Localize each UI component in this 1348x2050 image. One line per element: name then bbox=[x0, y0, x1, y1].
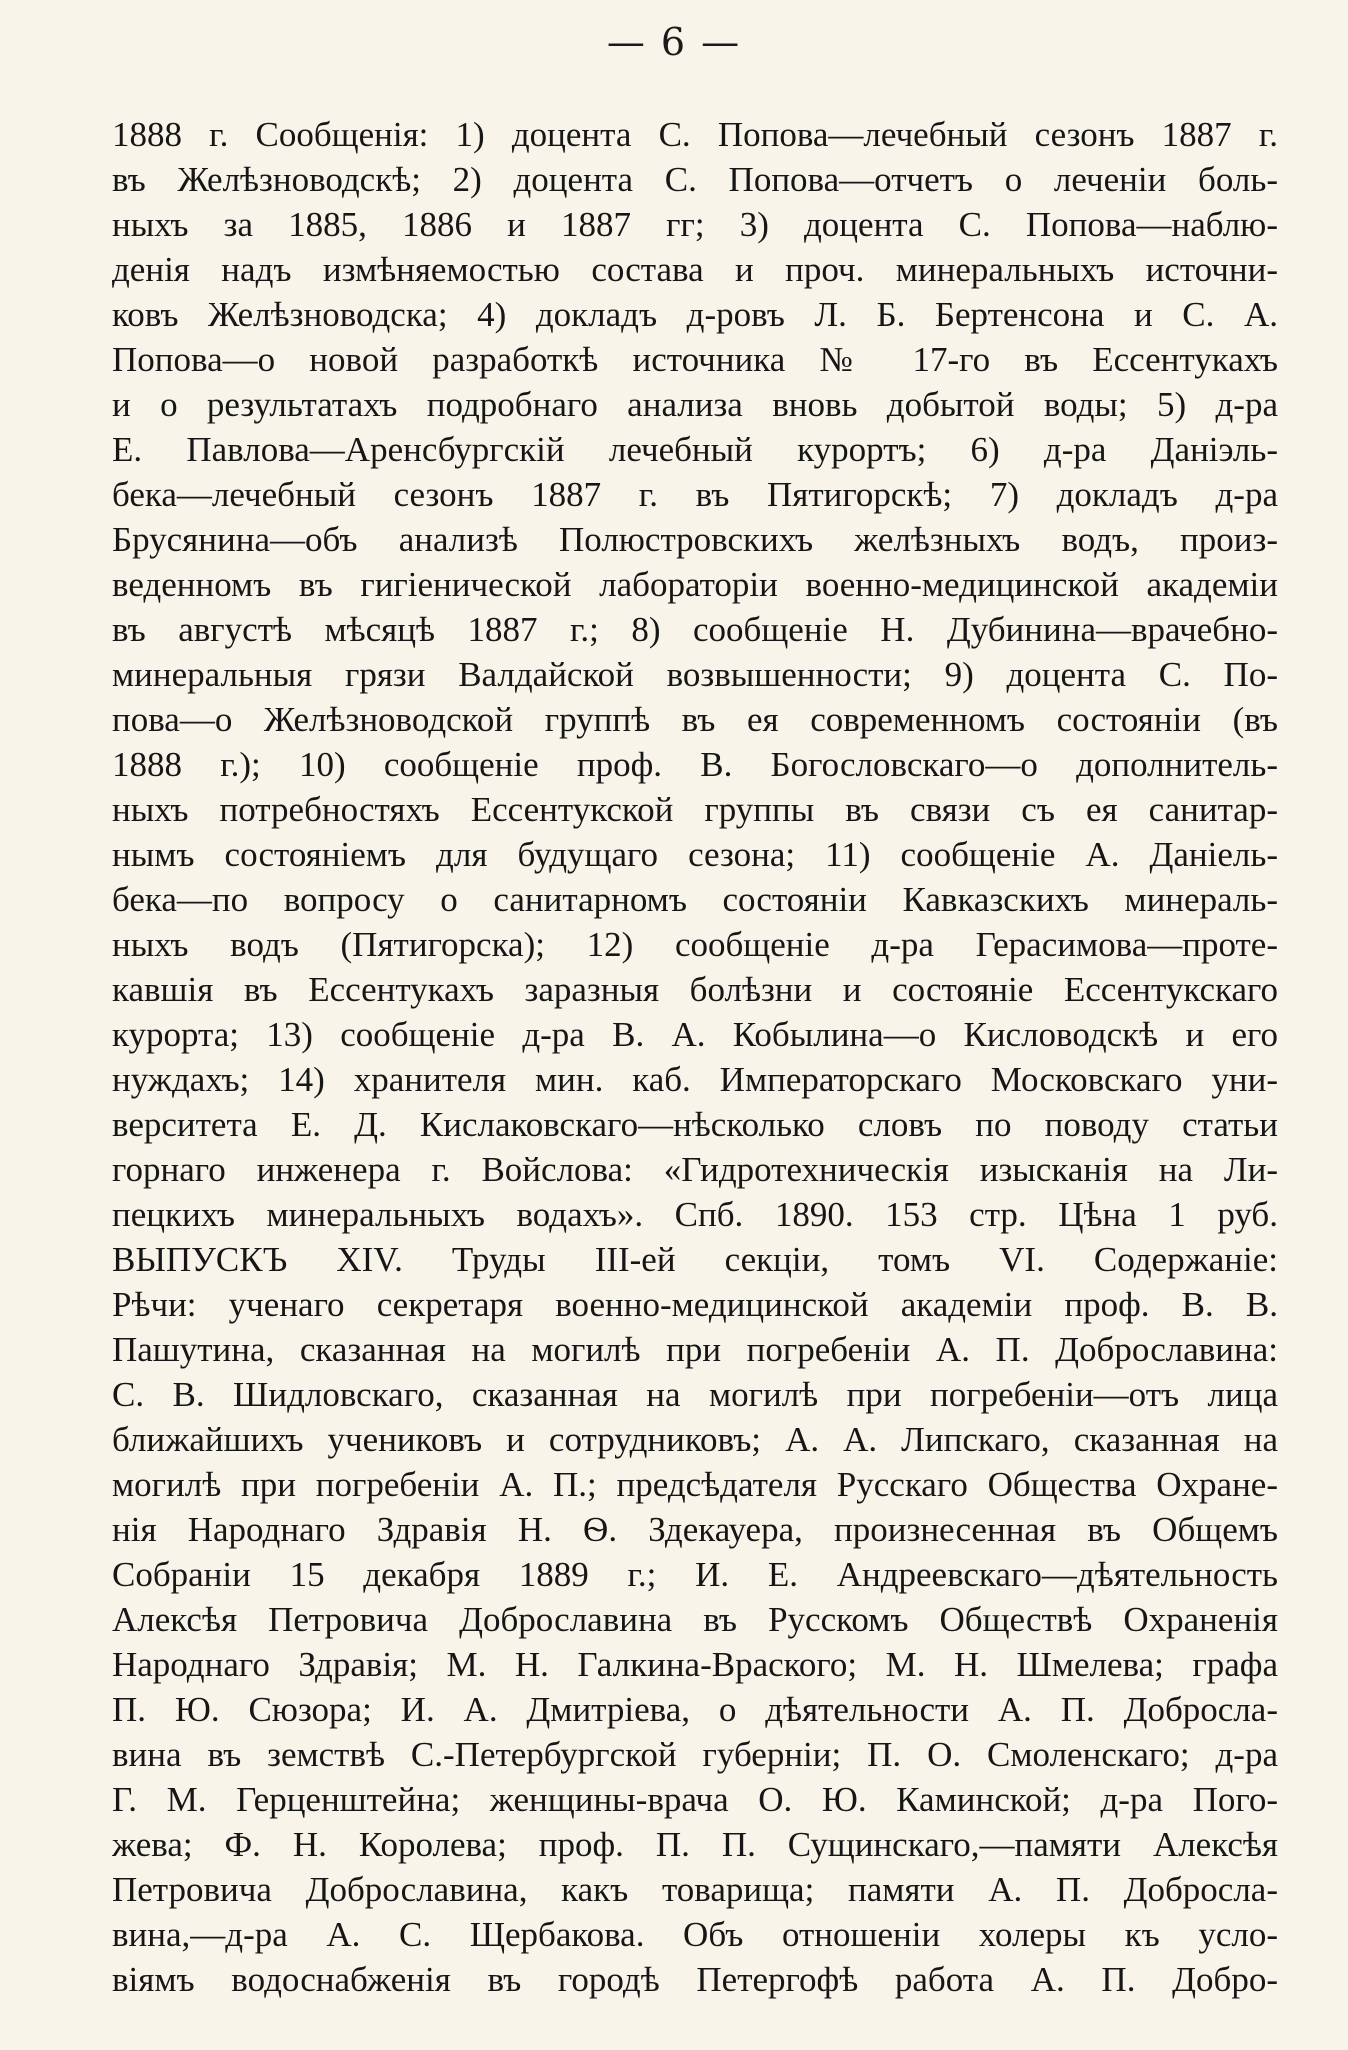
text-line: въ августѣ мѣсяцѣ 1887 г.; 8) сообщеніе Н. Дубинина—врачебно- bbox=[112, 610, 1278, 649]
text-line: С. В. Шидловскаго, сказанная на могилѣ при погребеніи—отъ лица bbox=[112, 1375, 1278, 1414]
text-line: ныхъ водъ (Пятигорска); 12) сообщеніе д-ра Герасимова—проте- bbox=[112, 925, 1278, 964]
text-line: ныхъ потребностяхъ Ессентукской группы въ связи съ ея санитар- bbox=[112, 790, 1278, 829]
text-line: Г. М. Герценштейна; женщины-врача О. Ю. Каминской; д-ра Пого- bbox=[112, 1780, 1278, 1819]
text-line: горнаго инженера г. Войслова: «Гидротехническія изысканія на Ли- bbox=[112, 1150, 1278, 1189]
text-line: жева; Ф. Н. Королева; проф. П. П. Сущинскаго,—памяти Алексѣя bbox=[112, 1825, 1278, 1864]
text-line: 1888 г.); 10) сообщеніе проф. В. Богословскаго—о дополнитель- bbox=[112, 745, 1278, 784]
text-line: кавшія въ Ессентукахъ заразныя болѣзни и состояніе Ессентукскаго bbox=[112, 970, 1278, 1009]
text-line: ВЫПУСКЪ XIV. Труды III-ей секціи, томъ VI. Содержаніе: bbox=[112, 1240, 1278, 1279]
text-line: Алексѣя Петровича Доброславина въ Русскомъ Обществѣ Охраненія bbox=[112, 1600, 1278, 1639]
text-line: Е. Павлова—Аренсбургскій лечебный курортъ; 6) д-ра Даніэль- bbox=[112, 430, 1278, 469]
text-line: веденномъ въ гигіенической лабораторіи военно-медицинской академіи bbox=[112, 565, 1278, 604]
text-line: курорта; 13) сообщеніе д-ра В. А. Кобылина—о Кисловодскѣ и его bbox=[112, 1015, 1278, 1054]
text-line: денія надъ измѣняемостью состава и проч. минеральныхъ источни- bbox=[112, 250, 1278, 289]
text-line: Народнаго Здравія; М. Н. Галкина-Враского; М. Н. Шмелева; графа bbox=[112, 1645, 1278, 1684]
text-line: вина въ земствѣ С.-Петербургской губерніи; П. О. Смоленскаго; д-ра bbox=[112, 1735, 1278, 1774]
text-line: віямъ водоснабженія въ городѣ Петергофѣ работа А. П. Добро- bbox=[112, 1960, 1278, 1999]
text-line: нымъ состояніемъ для будущаго сезона; 11) сообщеніе А. Даніель- bbox=[112, 835, 1278, 874]
text-line: П. Ю. Сюзора; И. А. Дмитріева, о дѣятельности А. П. Доброcла- bbox=[112, 1690, 1278, 1729]
text-line: ныхъ за 1885, 1886 и 1887 гг; 3) доцента С. Попова—наблю- bbox=[112, 205, 1278, 244]
text-line: и о результатахъ подробнаго анализа вновь добытой воды; 5) д-ра bbox=[112, 385, 1278, 424]
text-line: Попова—о новой разработкѣ источника № 17-го въ Ессентукахъ bbox=[112, 340, 1278, 379]
text-line: 1888 г. Сообщенія: 1) доцента С. Попова—лечебный сезонъ 1887 г. bbox=[112, 115, 1278, 154]
text-line: Пашутина, сказанная на могилѣ при погребеніи А. П. Доброславина: bbox=[112, 1330, 1278, 1369]
text-line: могилѣ при погребеніи А. П.; предсѣдателя Русскаго Общества Охране- bbox=[112, 1465, 1278, 1504]
page-number: — 6 — bbox=[606, 20, 742, 64]
text-line: верситета Е. Д. Кислаковскаго—нѣсколько словъ по поводу статьи bbox=[112, 1105, 1278, 1144]
text-line: минеральныя грязи Валдайской возвышенности; 9) доцента С. По- bbox=[112, 655, 1278, 694]
text-line: ближайшихъ учениковъ и сотрудниковъ; А. А. Липскаго, сказанная на bbox=[112, 1420, 1278, 1459]
text-line: Рѣчи: ученаго секретаря военно-медицинской академіи проф. В. В. bbox=[112, 1285, 1278, 1324]
text-line: вина,—д-ра А. С. Щербакова. Объ отношеніи холеры къ усло- bbox=[112, 1915, 1278, 1954]
text-line: Собраніи 15 декабря 1889 г.; И. Е. Андреевскаго—дѣятельность bbox=[112, 1555, 1278, 1594]
text-line: Петровича Доброславина, какъ товарища; памяти А. П. Доброcла- bbox=[112, 1870, 1278, 1909]
text-line: пецкихъ минеральныхъ водахъ». Спб. 1890. 153 стр. Цѣна 1 руб. bbox=[112, 1195, 1278, 1234]
text-line: Брусянина—объ анализѣ Полюстровскихъ желѣзныхъ водъ, произ- bbox=[112, 520, 1278, 559]
text-line: пова—о Желѣзноводской группѣ въ ея современномъ состояніи (въ bbox=[112, 700, 1278, 739]
text-line: нуждахъ; 14) хранителя мин. каб. Императорскаго Московскаго уни- bbox=[112, 1060, 1278, 1099]
text-line: бека—по вопросу о санитарномъ состояніи Кавказскихъ минераль- bbox=[112, 880, 1278, 919]
text-line: въ Желѣзноводскѣ; 2) доцента С. Попова—отчетъ о леченіи боль- bbox=[112, 160, 1278, 199]
text-line: бека—лечебный сезонъ 1887 г. въ Пятигорскѣ; 7) докладъ д-ра bbox=[112, 475, 1278, 514]
body-text bbox=[112, 112, 1278, 2002]
text-line: нія Народнаго Здравія Н. Ѳ. Здекауера, произнесенная въ Общемъ bbox=[112, 1510, 1278, 1549]
text-line: ковъ Желѣзноводска; 4) докладъ д-ровъ Л. Б. Бертенсона и С. А. bbox=[112, 295, 1278, 334]
